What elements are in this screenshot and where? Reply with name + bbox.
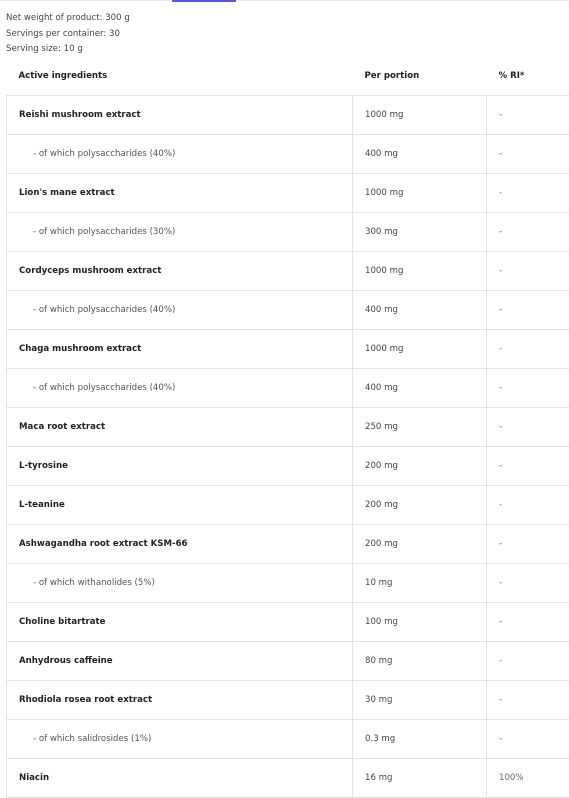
table-row	[7, 96, 569, 135]
ingredient-ri: 100%	[487, 759, 569, 798]
ingredient-ri: -	[487, 408, 569, 447]
ingredient-ri: -	[487, 330, 569, 369]
ingredient-amount: 16 mg	[353, 759, 487, 798]
ingredient-amount: 400 mg	[353, 291, 487, 330]
table-row	[7, 564, 569, 603]
ingredient-ri: -	[487, 681, 569, 720]
serving-size: Serving size: 10 g	[6, 42, 130, 58]
table-row	[7, 252, 569, 291]
ingredient-ri: -	[487, 486, 569, 525]
header-ri: % RI*	[487, 57, 569, 96]
ingredient-ri: -	[487, 135, 569, 174]
ingredient-name: Rhodiola rosea root extract	[7, 681, 353, 720]
product-meta	[6, 11, 130, 58]
ingredient-name: Reishi mushroom extract	[7, 96, 353, 135]
ingredient-amount: 1000 mg	[353, 252, 487, 291]
ingredient-sub-name: - of which polysaccharides (40%)	[7, 291, 353, 330]
ingredient-name: Chaga mushroom extract	[7, 330, 353, 369]
table-body	[7, 96, 569, 798]
ingredient-name: Anhydrous caffeine	[7, 642, 353, 681]
ingredient-amount: 1000 mg	[353, 330, 487, 369]
ingredient-amount: 400 mg	[353, 369, 487, 408]
table-header-row	[7, 57, 569, 96]
ingredient-name: L-teanine	[7, 486, 353, 525]
active-tab-indicator[interactable]	[172, 0, 236, 2]
table-row	[7, 486, 569, 525]
ingredient-ri: -	[487, 525, 569, 564]
ingredient-ri: -	[487, 603, 569, 642]
ingredient-ri: -	[487, 96, 569, 135]
nutrition-table	[6, 57, 569, 798]
table-row	[7, 369, 569, 408]
ingredient-amount: 100 mg	[353, 603, 487, 642]
ingredient-sub-name: - of which polysaccharides (40%)	[7, 369, 353, 408]
ingredient-amount: 80 mg	[353, 642, 487, 681]
ingredient-amount: 400 mg	[353, 135, 487, 174]
ingredient-sub-name: - of which salidrosides (1%)	[7, 720, 353, 759]
table-row	[7, 213, 569, 252]
table-row	[7, 174, 569, 213]
ingredient-ri: -	[487, 291, 569, 330]
ingredient-amount: 200 mg	[353, 525, 487, 564]
table-row	[7, 408, 569, 447]
ingredient-name: Ashwagandha root extract KSM-66	[7, 525, 353, 564]
ingredient-amount: 300 mg	[353, 213, 487, 252]
ingredient-amount: 0.3 mg	[353, 720, 487, 759]
table-row	[7, 720, 569, 759]
table-row	[7, 135, 569, 174]
ingredient-amount: 200 mg	[353, 486, 487, 525]
ingredient-amount: 30 mg	[353, 681, 487, 720]
ingredient-ri: -	[487, 252, 569, 291]
net-weight: Net weight of product: 300 g	[6, 11, 130, 27]
table-row	[7, 330, 569, 369]
top-divider	[0, 0, 569, 1]
ingredient-ri: -	[487, 447, 569, 486]
ingredient-ri: -	[487, 564, 569, 603]
table-row	[7, 603, 569, 642]
ingredient-name: Choline bitartrate	[7, 603, 353, 642]
nutrition-table-container	[6, 57, 569, 798]
ingredient-ri: -	[487, 213, 569, 252]
ingredient-amount: 250 mg	[353, 408, 487, 447]
table-row	[7, 681, 569, 720]
ingredient-amount: 10 mg	[353, 564, 487, 603]
ingredient-ri: -	[487, 720, 569, 759]
ingredient-sub-name: - of which withanolides (5%)	[7, 564, 353, 603]
ingredient-ri: -	[487, 174, 569, 213]
ingredient-ri: -	[487, 369, 569, 408]
table-row	[7, 525, 569, 564]
ingredient-amount: 1000 mg	[353, 174, 487, 213]
ingredient-amount: 200 mg	[353, 447, 487, 486]
header-active-ingredients: Active ingredients	[7, 57, 353, 96]
table-row	[7, 447, 569, 486]
ingredient-name: L-tyrosine	[7, 447, 353, 486]
servings-per-container: Servings per container: 30	[6, 27, 130, 43]
ingredient-sub-name: - of which polysaccharides (30%)	[7, 213, 353, 252]
ingredient-name: Cordyceps mushroom extract	[7, 252, 353, 291]
table-row	[7, 642, 569, 681]
ingredient-name: Maca root extract	[7, 408, 353, 447]
header-per-portion: Per portion	[353, 57, 487, 96]
ingredient-ri: -	[487, 642, 569, 681]
ingredient-name: Niacin	[7, 759, 353, 798]
ingredient-amount: 1000 mg	[353, 96, 487, 135]
ingredient-sub-name: - of which polysaccharides (40%)	[7, 135, 353, 174]
table-row	[7, 759, 569, 798]
table-row	[7, 291, 569, 330]
ingredient-name: Lion's mane extract	[7, 174, 353, 213]
